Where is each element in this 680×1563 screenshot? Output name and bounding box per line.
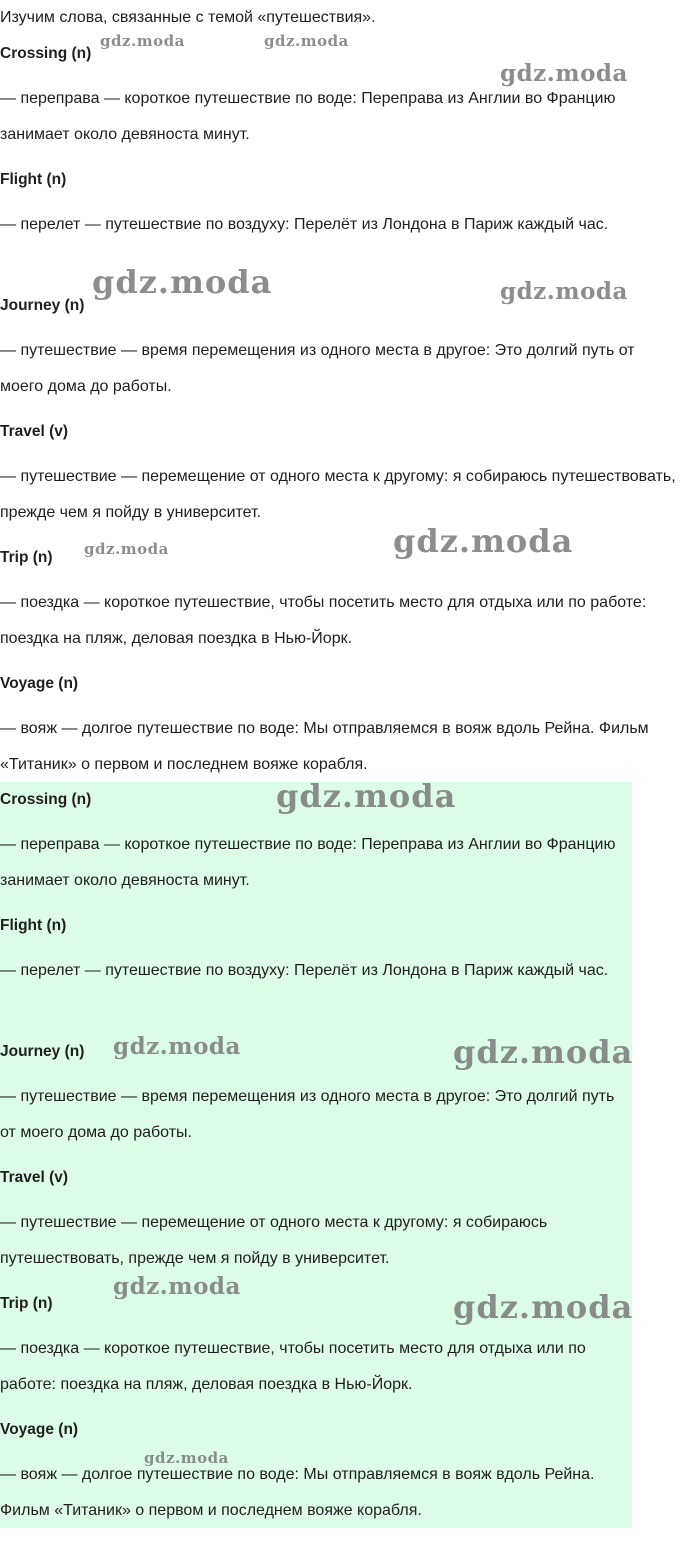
intro-text: Изучим слова, связанные с темой «путешествия». [0, 9, 376, 26]
watermark: gdz.moda [92, 263, 273, 301]
vocab-term: Travel (v) [0, 423, 69, 440]
watermark: gdz.moda [393, 522, 574, 560]
watermark: gdz.moda [276, 777, 457, 815]
vocab-definition: — переправа — короткое путешествие по воде: Переправа из Англии во Францию занимает около девяноста минут. [0, 836, 616, 889]
vocab-term: Journey (n) [0, 1043, 85, 1060]
vocab-definition: — путешествие — перемещение от одного места к другому: я собираюсь путешествовать, прежде чем я пойду в университет. [0, 468, 676, 521]
vocab-term: Crossing (n) [0, 791, 92, 808]
vocab-definition: — перелет — путешествие по воздуху: Перелёт из Лондона в Париж каждый час. [0, 962, 609, 979]
vocab-term: Travel (v) [0, 1169, 69, 1186]
vocab-definition: — поездка — короткое путешествие, чтобы посетить место для отдыха или по работе: поездка на пляж, деловая поездка в Нью-Йорк. [0, 594, 647, 647]
vocabulary-section-plain [0, 30, 680, 790]
watermark: gdz.moda [113, 1273, 241, 1300]
vocab-term: Trip (n) [0, 549, 53, 566]
watermark: gdz.moda [500, 60, 628, 87]
vocab-definition: — поездка — короткое путешествие, чтобы посетить место для отдыха или по работе: поездка на пляж, деловая поездка в Нью-Йорк. [0, 1340, 586, 1393]
vocab-term: Journey (n) [0, 297, 85, 314]
vocab-term: Voyage (n) [0, 1421, 79, 1438]
vocab-definition: — вояж — долгое путешествие по воде: Мы отправляемся в вояж вдоль Рейна. Фильм «Титаник» о первом и последнем вояже корабля. [0, 720, 649, 773]
vocab-term: Voyage (n) [0, 675, 79, 692]
watermark: gdz.moda [500, 278, 628, 305]
watermark: gdz.moda [144, 1449, 229, 1467]
vocab-definition: — путешествие — время перемещения из одного места в другое: Это долгий путь от моего дома до работы. [0, 1088, 615, 1141]
watermark: gdz.moda [453, 1288, 634, 1326]
vocab-term: Flight (n) [0, 917, 67, 934]
vocab-term: Crossing (n) [0, 45, 92, 62]
vocab-term: Trip (n) [0, 1295, 53, 1312]
vocabulary-section-highlighted [0, 782, 632, 1528]
vocab-definition: — путешествие — перемещение от одного места к другому: я собираюсь путешествовать, прежде чем я пойду в университет. [0, 1214, 548, 1267]
vocab-definition: — перелет — путешествие по воздуху: Перелёт из Лондона в Париж каждый час. [0, 216, 609, 233]
vocab-term: Flight (n) [0, 171, 67, 188]
watermark: gdz.moda [84, 540, 169, 558]
watermark: gdz.moda [100, 32, 185, 50]
watermark: gdz.moda [453, 1033, 634, 1071]
vocab-definition: — вояж — долгое путешествие по воде: Мы отправляемся в вояж вдоль Рейна. Фильм «Титаник» о первом и последнем вояже корабля. [0, 1466, 595, 1519]
watermark: gdz.moda [264, 32, 349, 50]
watermark: gdz.moda [113, 1033, 241, 1060]
vocab-definition: — путешествие — время перемещения из одного места в другое: Это долгий путь от моего дома до работы. [0, 342, 635, 395]
vocab-definition: — переправа — короткое путешествие по воде: Переправа из Англии во Францию занимает около девяноста минут. [0, 90, 616, 143]
